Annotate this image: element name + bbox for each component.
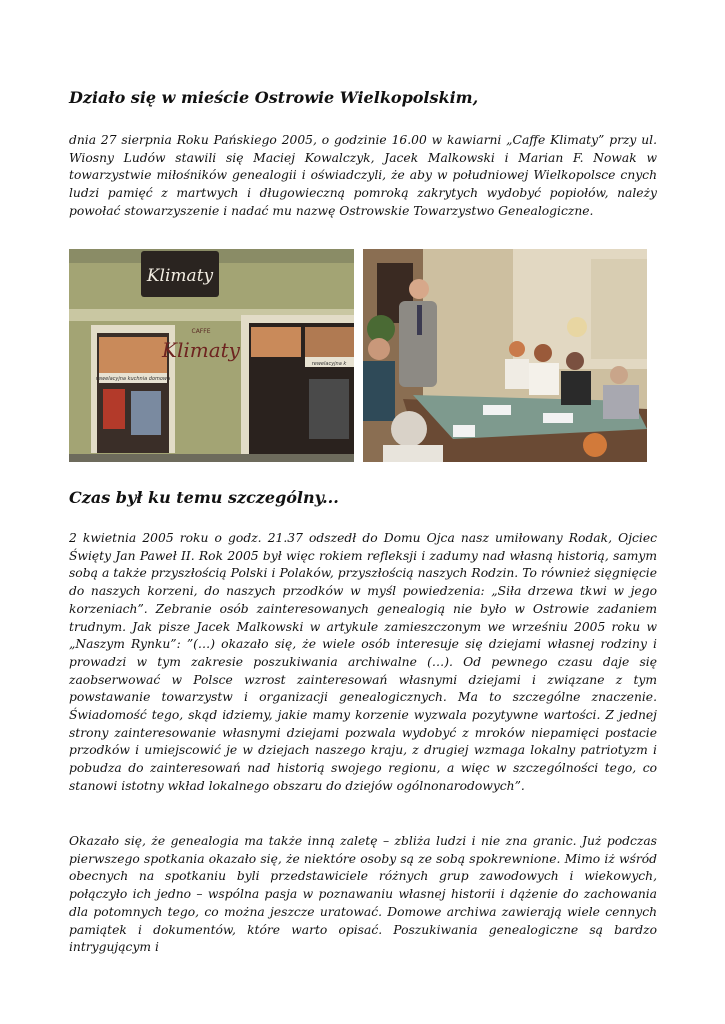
founding-paragraph: dnia 27 sierpnia Roku Pańskiego 2005, o godzinie 16.00 w kawiarni „Caffe Klimaty” przy ul. Wiosny Ludów stawili się Maciej Kowalczyk, Jacek Malkowski i Marian F. Nowak w towarzystwie miłośników genealogii i oświadczyli, że aby w południowej Wielkopolsce cnych ludzi pamięć z martwych i długowieczną pomroką zakrytych wydobyć popiołów, należy powołać stowarzyszenie i nadać mu nazwę Ostrowskie Towarzystwo Genealogiczne. [69, 133, 657, 218]
cafe-klimaty-photo [69, 249, 354, 462]
section-heading-time: Czas był ku temu szczególny... [69, 488, 339, 507]
cafe-window-text-left: rewelacyjna kuchnia domowa [95, 376, 171, 382]
cafe-small-label: CAFFE [191, 328, 211, 335]
cafe-sign-label: Klimaty [146, 266, 214, 286]
cafe-window-text-right: rewelacyjna k [311, 361, 347, 367]
cafe-facade-label: Klimaty [162, 338, 240, 362]
history-paragraph: 2 kwietnia 2005 roku o godz. 21.37 odszedł do Domu Ojca nasz umiłowany Rodak, Ojciec Święty Jan Paweł II. Rok 2005 był więc rokiem refleksji i zadumy nad własną historią, samym sobą a także przyszłością Polski i Polaków, przyszłością naszych Rodzin. To również sięgnięcie do naszych korzeni, do naszych przodków w myśl powiedzenia: „Siła drzewa tkwi w jego korzeniach”. Zebranie osób zainteresowanych genealogią nie było w Ostrowie zadaniem trudnym. Jak pisze Jacek Malkowski w artykule zamieszczonym we wrześniu 2005 roku w „Naszym Rynku”: ”(…) okazało się, że wiele osób interesuje się dziejami własnej rodziny i prowadzi w tym zakresie poszukiwania archiwalne (…). Od pewnego czasu daje się zaobserwować w Polsce wzrost zainteresowań własnymi dziejami i związane z tym powstawanie towarzystw i organizacji genealogicznych. Ma to szczególne znaczenie. Świadomość tego, skąd idziemy, jakie mamy korzenie wyzwala pozytywne wartości. Z jednej strony zainteresowanie własnymi dziejami pozwala wydobyć z mroków niepamięci postacie przodków i umiejscowić je w dziejach naszego kraju, z drugiej wzmaga lokalny patriotyzm i pobudza do zainteresowań nad historią swojego regionu, a więc w szczególności tego, co stanowi istotny wkład lokalnego obszaru do dziejów ogólnonarodowych”. [69, 531, 657, 793]
genealogy-meeting-photo [363, 249, 647, 462]
section-heading-ostrow: Działo się w mieście Ostrowie Wielkopolskim, [69, 88, 479, 107]
genealogy-benefits-paragraph: Okazało się, że genealogia ma także inną zaletę – zbliża ludzi i nie zna granic. Już podczas pierwszego spotkania okazało się, że niektóre osoby są ze sobą spokrewnione. Mimo iż wśród obecnych na spotkaniu byli przedstawiciele różnych grup zawodowych i wiekowych, połączyło ich jedno – wspólna pasja w poznawaniu własnej historii i dążenie do zachowania dla potomnych tego, co można jeszcze uratować. Domowe archiwa zawierają wiele cennych pamiątek i dokumentów, które warto opisać. Poszukiwania genealogiczne są bardzo intrygującym i [69, 834, 657, 955]
